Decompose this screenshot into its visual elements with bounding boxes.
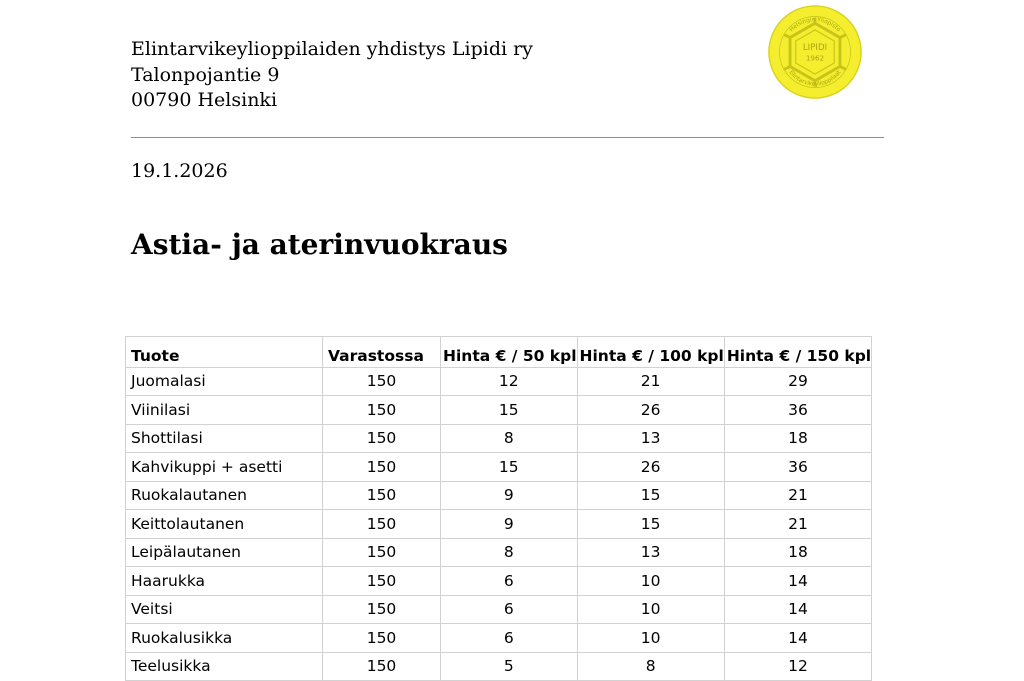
cell-price-150: 21 xyxy=(724,510,871,539)
street-address: Talonpojantie 9 xyxy=(131,63,280,86)
table-header-row xyxy=(126,337,872,368)
cell-product: Keittolautanen xyxy=(126,510,323,539)
cell-price-50: 6 xyxy=(441,595,578,624)
table-row xyxy=(126,595,872,624)
cell-price-50: 8 xyxy=(441,424,578,453)
cell-product: Viinilasi xyxy=(126,396,323,425)
table-row xyxy=(126,567,872,596)
table-row xyxy=(126,453,872,482)
table-row xyxy=(126,367,872,396)
cell-stock: 150 xyxy=(323,624,441,653)
cell-stock: 150 xyxy=(323,481,441,510)
cell-price-100: 26 xyxy=(577,396,724,425)
cell-product: Ruokalusikka xyxy=(126,624,323,653)
cell-price-50: 15 xyxy=(441,396,578,425)
cell-stock: 150 xyxy=(323,510,441,539)
cell-stock: 150 xyxy=(323,367,441,396)
col-header-stock: Varastossa xyxy=(323,337,441,368)
cell-price-100: 8 xyxy=(577,652,724,681)
cell-stock: 150 xyxy=(323,538,441,567)
cell-product: Veitsi xyxy=(126,595,323,624)
cell-stock: 150 xyxy=(323,424,441,453)
table-row xyxy=(126,624,872,653)
cell-price-100: 13 xyxy=(577,538,724,567)
cell-product: Teelusikka xyxy=(126,652,323,681)
cell-price-50: 5 xyxy=(441,652,578,681)
col-header-price-50: Hinta € / 50 kpl xyxy=(441,337,578,368)
cell-price-50: 9 xyxy=(441,510,578,539)
logo-ring-top-text: Helsingin Yliopisto xyxy=(788,17,842,34)
cell-price-50: 15 xyxy=(441,453,578,482)
cell-price-50: 12 xyxy=(441,367,578,396)
cell-product: Haarukka xyxy=(126,567,323,596)
cell-price-50: 6 xyxy=(441,624,578,653)
cell-price-50: 8 xyxy=(441,538,578,567)
logo-year-text: 1962 xyxy=(805,53,825,63)
cell-price-100: 10 xyxy=(577,624,724,653)
cell-price-150: 18 xyxy=(724,424,871,453)
cell-price-100: 10 xyxy=(577,595,724,624)
col-header-product: Tuote xyxy=(126,337,323,368)
cell-price-100: 10 xyxy=(577,567,724,596)
cell-stock: 150 xyxy=(323,396,441,425)
rental-price-table xyxy=(125,336,872,681)
organization-name: Elintarvikeylioppilaiden yhdistys Lipidi ry xyxy=(131,38,533,60)
postal-city: 00790 Helsinki xyxy=(131,89,278,111)
cell-product: Shottilasi xyxy=(126,424,323,453)
document-date: 19.1.2026 xyxy=(131,160,228,182)
lipidi-logo-icon xyxy=(767,4,863,100)
cell-stock: 150 xyxy=(323,453,441,482)
cell-price-150: 21 xyxy=(724,481,871,510)
cell-price-150: 29 xyxy=(724,367,871,396)
col-header-price-100: Hinta € / 100 kpl xyxy=(577,337,724,368)
cell-price-100: 13 xyxy=(577,424,724,453)
header-divider xyxy=(131,137,884,138)
cell-price-50: 6 xyxy=(441,567,578,596)
cell-price-150: 12 xyxy=(724,652,871,681)
table-row xyxy=(126,652,872,681)
cell-product: Ruokalautanen xyxy=(126,481,323,510)
document-title: Astia- ja aterinvuokraus xyxy=(131,228,508,261)
table-body xyxy=(126,367,872,681)
col-header-price-150: Hinta € / 150 kpl xyxy=(724,337,871,368)
cell-price-150: 36 xyxy=(724,396,871,425)
cell-price-150: 36 xyxy=(724,453,871,482)
cell-product: Juomalasi xyxy=(126,367,323,396)
cell-price-100: 21 xyxy=(577,367,724,396)
cell-price-100: 15 xyxy=(577,510,724,539)
cell-price-150: 14 xyxy=(724,595,871,624)
cell-price-100: 26 xyxy=(577,453,724,482)
cell-price-100: 15 xyxy=(577,481,724,510)
table-row xyxy=(126,538,872,567)
sender-address xyxy=(131,37,533,114)
cell-price-150: 18 xyxy=(724,538,871,567)
logo-center-text: LIPIDI xyxy=(802,43,828,54)
cell-price-50: 9 xyxy=(441,481,578,510)
cell-price-150: 14 xyxy=(724,567,871,596)
table-row xyxy=(126,424,872,453)
cell-price-150: 14 xyxy=(724,624,871,653)
cell-product: Leipälautanen xyxy=(126,538,323,567)
table-row xyxy=(126,481,872,510)
table-row xyxy=(126,510,872,539)
cell-stock: 150 xyxy=(323,595,441,624)
cell-stock: 150 xyxy=(323,567,441,596)
logo-ring-bottom-text: Elintarvikeylioppilaat xyxy=(787,69,843,88)
cell-product: Kahvikuppi + asetti xyxy=(126,453,323,482)
table-row xyxy=(126,396,872,425)
cell-stock: 150 xyxy=(323,652,441,681)
